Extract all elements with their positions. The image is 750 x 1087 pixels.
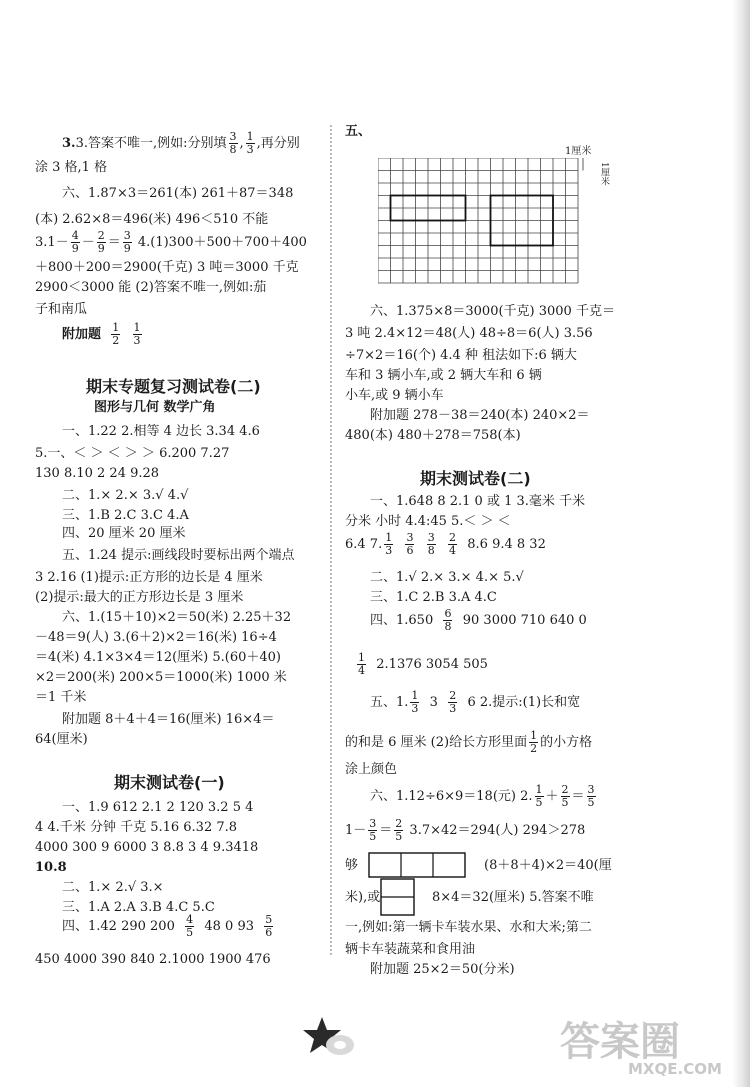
text-line: ＝4(米) 4.1×3×4＝12(厘米) 5.(60＋40) <box>35 650 281 665</box>
text-line: 64(厘米) <box>35 732 88 747</box>
text-line: 二、1.× 2.× 3.√ 4.√ <box>62 488 189 503</box>
fraction: $\frac{2}{9}$ <box>97 229 105 255</box>
fraction: $\frac{3}{5}$ <box>587 783 595 809</box>
text-line: 涂上颜色 <box>345 762 398 777</box>
text-line: 六、1.87×3＝261(本) 261＋87＝348 <box>62 186 294 201</box>
text-line: 分米 小时 4.4:45 5.＜ ＞ ＜ <box>345 514 511 529</box>
watermark-logo: 答案圈 <box>560 1019 680 1065</box>
text-line: 三、1.A 2.A 3.B 4.C 5.C <box>62 900 215 915</box>
text-line: 8×4＝32(厘米) 5.答案不唯 <box>432 890 594 905</box>
fraction: $\frac{1}{2}$ <box>530 729 538 755</box>
text-line: －48＝9(人) 3.(6＋2)×2＝16(米) 16÷4 <box>35 630 277 645</box>
text-line: 3.3.答案不唯一,例如:分别填 $\frac{3}{8}$ , $\frac{1}{3}$ ,再分别 <box>62 130 300 156</box>
text-line: 六、1.(15＋10)×2＝50(米) 2.25＋32 <box>62 610 292 625</box>
text-line: 四、1.650 $\frac{6}{8}$ 90 3000 710 640 0 <box>370 607 587 633</box>
text-line: 三、1.B 2.C 3.C 4.A <box>62 508 189 523</box>
fraction: $\frac{1}{3}$ <box>411 689 419 715</box>
section-label: 五、 <box>345 124 372 139</box>
text-line: 3 2.16 (1)提示:正方形的边长是 4 厘米 <box>35 570 263 585</box>
fraction: $\frac{3}{8}$ <box>427 531 435 557</box>
text-line: 米),或 <box>345 890 381 905</box>
text-line: ×2＝200(米) 200×5＝1000(米) 1000 米 <box>35 670 287 685</box>
column-divider <box>330 125 332 955</box>
text-line: (2)提示:最大的正方形边长是 3 厘米 <box>35 590 244 605</box>
text-line: 480(本) 480＋278＝758(本) <box>345 428 521 443</box>
watermark-url: MXQE.COM <box>628 1060 722 1078</box>
fraction: $\frac{3}{5}$ <box>369 817 377 843</box>
text-line: 二、1.√ 2.× 3.× 4.× 5.√ <box>370 570 524 585</box>
text-line: 130 8.10 2 24 9.28 <box>35 466 160 481</box>
text-line: 附加题 8＋4＋4＝16(厘米) 16×4＝ <box>62 712 275 727</box>
rectangle-diagram-square <box>380 878 416 918</box>
grid-drawing <box>378 158 593 290</box>
text-line: 450 4000 390 840 2.1000 1900 476 <box>35 952 271 967</box>
text-line: 车和 3 辆小车,或 2 辆大车和 6 辆 <box>345 368 542 383</box>
text-line: 三、1.C 2.B 3.A 4.C <box>370 590 497 605</box>
text-line: 二、1.× 2.√ 3.× <box>62 880 164 895</box>
text-line: 附加题 25×2＝50(分米) <box>370 962 515 977</box>
text-line: (本) 2.62×8＝496(米) 496＜510 不能 <box>35 212 269 227</box>
text-line: 3.1－ $\frac{4}{9}$ － $\frac{2}{9}$ ＝ $\frac{3}{9}$ 4.(1)300＋500＋700＋400 <box>35 229 307 255</box>
fraction: $\frac{1}{3}$ <box>133 321 141 347</box>
text-line: 小车,或 9 辆小车 <box>345 388 444 403</box>
text-line: $\frac{1}{4}$ 2.1376 3054 505 <box>358 651 488 677</box>
text-line: 3 吨 2.4×12＝48(人) 48÷8＝6(人) 3.56 <box>345 326 593 341</box>
unit-label-side: 1厘米 <box>599 162 609 186</box>
fraction: $\frac{2}{5}$ <box>561 783 569 809</box>
text-line: 2900＜3000 能 (2)答案不唯一,例如:茄 <box>35 280 267 295</box>
fraction: $\frac{6}{8}$ <box>444 607 452 633</box>
section-title: 期末测试卷(一) <box>114 773 225 792</box>
text-line: 5.一、＜ ＞ ＜ ＞ ＞ 6.200 7.27 <box>35 446 230 461</box>
fraction: $\frac{1}{3}$ <box>385 531 393 557</box>
text-line: 六、1.12÷6×9＝18(元) 2. $\frac{1}{5}$ ＋ $\frac{2}{5}$ ＝ $\frac{3}{5}$ <box>370 783 595 809</box>
fraction: $\frac{1}{3}$ <box>246 130 254 156</box>
text-line: 4000 300 9 6000 3 8.8 3 4 9.3418 <box>35 840 259 855</box>
text-line: 五、1.24 提示:画线段时要标出两个端点 <box>62 548 295 563</box>
text-line: 辆卡车装蔬菜和食用油 <box>345 942 476 957</box>
fraction: $\frac{4}{9}$ <box>71 229 79 255</box>
text-line: 1－ $\frac{3}{5}$ ＝ $\frac{2}{5}$ 3.7×42＝294(人) 294＞278 <box>345 817 586 843</box>
scan-edge-shadow <box>732 0 750 1087</box>
text-line: 五、1. $\frac{1}{3}$ 3 $\frac{2}{3}$ 6 2.提示:(1)长和宽 <box>370 689 581 715</box>
fraction: $\frac{1}{5}$ <box>535 783 543 809</box>
fraction: $\frac{3}{8}$ <box>229 130 237 156</box>
fraction: $\frac{2}{5}$ <box>395 817 403 843</box>
fraction: $\frac{3}{6}$ <box>406 531 414 557</box>
text-line: 一、1.9 612 2.1 2 120 3.2 5 4 <box>62 800 254 815</box>
fraction: $\frac{1}{4}$ <box>358 651 365 677</box>
fraction: $\frac{2}{3}$ <box>449 689 457 715</box>
section-title: 期末测试卷(二) <box>420 469 531 488</box>
text-line: 一、1.648 8 2.1 0 或 1 3.毫米 千米 <box>370 494 586 509</box>
text-line: ＝1 千米 <box>35 690 87 705</box>
fraction: $\frac{4}{5}$ <box>186 913 194 939</box>
text-line: 子和南瓜 <box>35 302 88 317</box>
text-line: 一、1.22 2.相等 4 边长 3.34 4.6 <box>62 424 260 439</box>
text-line: (8＋8＋4)×2＝40(厘 <box>484 858 612 873</box>
bonus-line: 附加题 $\frac{1}{2}$ $\frac{1}{3}$ <box>62 321 141 347</box>
text-line: 四、20 厘米 20 厘米 <box>62 526 186 541</box>
text-line: 四、1.42 290 200 $\frac{4}{5}$ 48 0 93 $\frac{5}{6}$ <box>62 913 273 939</box>
unit-label-top: 1厘米 <box>565 146 592 157</box>
text-line: ÷7×2＝16(个) 4.4 种 租法如下:6 辆大 <box>345 348 577 363</box>
rectangle-diagram-wide <box>368 852 470 878</box>
text-line: 6.4 7. $\frac{1}{3}$ $\frac{3}{6}$ $\frac{3}{8}$ $\frac{2}{4}$ 8.6 9.4 8 32 <box>345 531 546 557</box>
fraction: $\frac{1}{2}$ <box>112 321 120 347</box>
fraction: $\frac{3}{9}$ <box>123 229 131 255</box>
text-line: 附加题 278－38＝240(本) 240×2＝ <box>370 408 590 423</box>
section-subtitle: 图形与几何 数学广角 <box>94 400 216 415</box>
text-line: 六、1.375×8＝3000(千克) 3000 千克＝ <box>370 304 615 319</box>
unit-markers <box>566 158 584 171</box>
page-star-icon <box>300 1015 356 1059</box>
text-line: 4 4.千米 分钟 千克 5.16 6.32 7.8 <box>35 820 238 835</box>
text-line: 10.8 <box>35 860 67 875</box>
text-line: 够 <box>345 858 359 873</box>
text-line: 一,例如:第一辆卡车装水果、水和大米;第二 <box>345 920 592 935</box>
text-line: 的和是 6 厘米 (2)给长方形里面 $\frac{1}{2}$ 的小方格 <box>345 729 593 755</box>
section-title: 期末专题复习测试卷(二) <box>86 377 261 396</box>
text-line: 涂 3 格,1 格 <box>35 160 108 175</box>
text-line: ＋800＋200＝2900(千克) 3 吨＝3000 千克 <box>35 260 299 275</box>
fraction: $\frac{2}{4}$ <box>449 531 457 557</box>
fraction: $\frac{5}{6}$ <box>265 913 273 939</box>
